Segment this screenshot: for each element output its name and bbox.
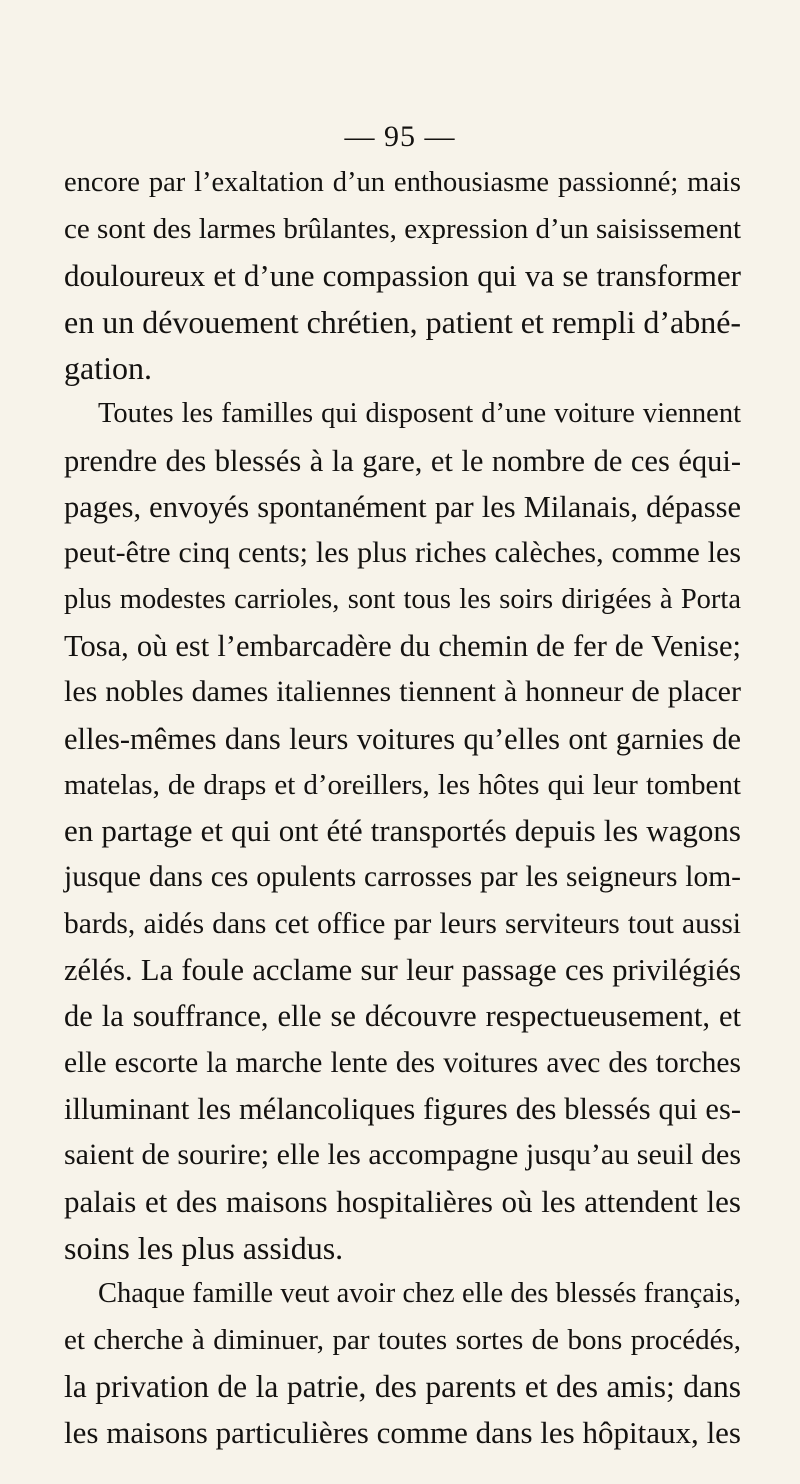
paragraph-start-line: Toutes les familles qui disposent d’une voiture viennent (98, 398, 741, 430)
text-line: saient de sourire; elle les accompagne jusqu’au seuil des (64, 1138, 741, 1172)
text-line: gation. (64, 350, 152, 387)
text-line: en partage et qui ont été transportés depuis les wagons (64, 813, 741, 849)
text-line: Tosa, où est l’embarcadère du chemin de fer de Venise; (64, 628, 741, 663)
paragraph-start-line: Chaque famille veut avoir chez elle des blessés français, (98, 1278, 741, 1310)
text-line: zélés. La foule acclame sur leur passage ces privilégiés (64, 953, 741, 988)
text-line: en un dévouement chrétien, patient et rempli d’abné- (64, 303, 742, 340)
text-line: et cherche à diminuer, par toutes sortes de bons procédés, (64, 1324, 741, 1357)
text-line: de la souffrance, elle se découvre respectueusement, et (64, 999, 741, 1034)
text-line: elles-mêmes dans leurs voitures qu’elles ont garnies de (64, 721, 741, 756)
text-line: plus modestes carrioles, sont tous les soirs dirigées à Porta (64, 583, 741, 615)
text-line: soins les plus assidus. (64, 1229, 344, 1266)
body-text (64, 160, 741, 1456)
text-line: pages, envoyés spontanément par les Milanais, dépasse (64, 490, 741, 525)
text-line: matelas, de draps et d’oreillers, les hôtes qui leur tombent (64, 768, 741, 801)
text-line: encore par l’exaltation d’un enthousiasme passionné; mais (64, 167, 741, 198)
text-line: les maisons particulières comme dans les hôpitaux, les (64, 1415, 741, 1451)
text-line: elle escorte la marche lente des voitures avec des torches (64, 1046, 741, 1079)
page-number: — 95 — (344, 120, 456, 153)
text-line: jusque dans ces opulents carrosses par les seigneurs lom- (64, 861, 741, 894)
text-line: prendre des blessés à la gare, et le nombre de ces équi- (64, 443, 741, 478)
text-line: douloureux et d’une compassion qui va se transformer (64, 257, 741, 293)
text-line: bards, aidés dans cet office par leurs serviteurs tout aussi (64, 907, 741, 940)
text-line: la privation de la patrie, des parents et des amis; dans (64, 1368, 741, 1404)
text-line: peut-être cinq cents; les plus riches calèches, comme les (64, 536, 741, 570)
text-line: palais et des maisons hospitalières où les attendent les (64, 1183, 741, 1219)
text-line: illuminant les mélancoliques figures des blessés qui es- (64, 1091, 741, 1126)
text-line: ce sont des larmes brûlantes, expression d’un saisissement (64, 213, 741, 246)
text-line: les nobles dames italiennes tiennent à honneur de placer (64, 675, 741, 709)
